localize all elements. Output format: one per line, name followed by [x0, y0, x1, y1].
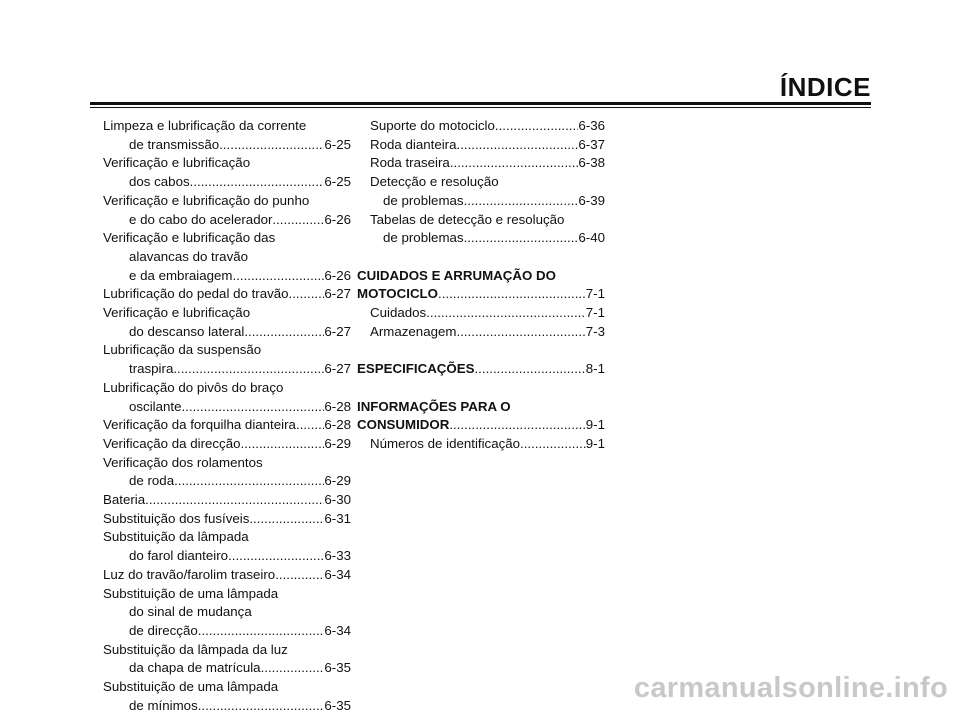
leader-dots — [232, 267, 324, 286]
leader-dots — [464, 192, 579, 211]
entry-label: da chapa de matrícula — [129, 660, 261, 676]
leader-dots — [464, 229, 579, 248]
section-heading: CUIDADOS E ARRUMAÇÃO DO — [357, 267, 556, 283]
leader-dots — [289, 285, 325, 304]
page-number: 6-28 — [324, 398, 351, 414]
entry-label: e da embraiagem — [129, 267, 233, 283]
entry-label: Substituição da lâmpada da luz — [103, 641, 288, 657]
entry-label: Roda dianteira — [370, 136, 457, 152]
leader-dots — [174, 472, 324, 491]
entry-label: oscilante — [129, 398, 182, 414]
leader-dots — [244, 323, 324, 342]
page-number: 6-34 — [324, 622, 351, 638]
header-rule — [90, 102, 871, 105]
entry-label: Luz do travão/farolim traseiro — [103, 566, 276, 582]
toc-entry[interactable] — [103, 285, 351, 304]
page-number: 6-27 — [324, 323, 351, 339]
entry-label: Substituição dos fusíveis — [103, 510, 250, 526]
toc-entry[interactable] — [103, 491, 351, 510]
page-number: 6-26 — [324, 267, 351, 283]
entry-label: de problemas — [383, 192, 464, 208]
toc-right-column — [357, 117, 605, 454]
watermark: carmanualsonline.info — [633, 672, 948, 704]
entry-label: de direcção — [129, 622, 198, 638]
toc-entry[interactable] — [357, 211, 605, 248]
leader-dots — [198, 697, 325, 716]
page-number: 6-39 — [578, 192, 605, 208]
page-number: 7-3 — [585, 323, 605, 339]
entry-label: Verificação e lubrificação das — [103, 230, 276, 246]
page-number: 6-33 — [324, 548, 351, 564]
toc-entry[interactable] — [357, 136, 605, 155]
page-number: 6-28 — [324, 417, 351, 433]
leader-dots — [272, 211, 324, 230]
toc-entry[interactable] — [103, 678, 351, 715]
page-number: 6-27 — [324, 286, 351, 302]
toc-entry[interactable] — [357, 173, 605, 210]
toc-entry[interactable] — [103, 566, 351, 585]
page-number: 7-1 — [585, 305, 605, 321]
toc-entry[interactable] — [103, 454, 351, 491]
leader-dots — [520, 435, 586, 454]
leader-dots — [190, 173, 325, 192]
toc-entry[interactable] — [357, 416, 605, 435]
toc-section-care — [357, 267, 605, 342]
toc-entry[interactable] — [103, 641, 351, 678]
page-number: 6-25 — [324, 174, 351, 190]
toc-entry[interactable] — [103, 528, 351, 565]
leader-dots — [275, 566, 324, 585]
leader-dots — [249, 510, 324, 529]
leader-dots — [145, 491, 324, 510]
toc-entry[interactable] — [103, 154, 351, 191]
toc-section-consumer — [357, 398, 605, 454]
entry-label: e do cabo do acelerador — [129, 211, 273, 227]
leader-dots — [219, 136, 324, 155]
toc-entry[interactable] — [103, 192, 351, 229]
toc-section-specs[interactable] — [357, 360, 605, 379]
entry-label: do sinal de mudança — [129, 604, 252, 620]
page-number: 6-31 — [324, 510, 351, 526]
toc-entry[interactable] — [103, 341, 351, 378]
page-number: 8-1 — [585, 361, 605, 377]
leader-dots — [228, 547, 324, 566]
entry-label: Verificação e lubrificação — [103, 305, 251, 321]
entry-label: do descanso lateral — [129, 323, 245, 339]
page-number: 6-35 — [324, 697, 351, 713]
toc-entry[interactable] — [357, 323, 605, 342]
page-number: 6-38 — [578, 155, 605, 171]
page-number: 6-29 — [324, 473, 351, 489]
entry-label: Armazenagem — [370, 323, 457, 339]
toc-entry[interactable] — [357, 435, 605, 454]
leader-dots — [173, 360, 324, 379]
leader-dots — [181, 398, 324, 417]
entry-label: Verificação da direcção — [103, 435, 241, 451]
page-number: 6-29 — [324, 435, 351, 451]
page-number: 6-26 — [324, 211, 351, 227]
entry-label: Lubrificação da suspensão — [103, 342, 262, 358]
toc-entry[interactable] — [103, 117, 351, 154]
toc-entry[interactable] — [357, 285, 605, 304]
toc-entry[interactable] — [103, 435, 351, 454]
leader-dots — [438, 285, 586, 304]
toc-entry[interactable] — [103, 379, 351, 416]
entry-label: Substituição de uma lâmpada — [103, 679, 279, 695]
page-number: 6-36 — [578, 118, 605, 133]
page-number: 6-37 — [578, 136, 605, 152]
entry-label: do farol dianteiro — [129, 548, 229, 564]
entry-label: Verificação dos rolamentos — [103, 454, 263, 470]
leader-dots — [474, 360, 585, 379]
page-number: 6-35 — [324, 660, 351, 676]
page-number: 9-1 — [585, 417, 605, 433]
entry-label: Tabelas de detecção e resolução — [370, 211, 565, 227]
entry-label: de mínimos — [129, 697, 198, 713]
leader-dots — [450, 154, 579, 173]
entry-label: dos cabos — [129, 174, 190, 190]
entry-label: Lubrificação do pivôs do braço — [103, 379, 284, 395]
page-number: 6-40 — [578, 230, 605, 246]
entry-label: de transmissão — [129, 136, 220, 152]
leader-dots — [296, 416, 324, 435]
section-heading: INFORMAÇÕES PARA O — [357, 398, 511, 414]
leader-dots — [426, 304, 586, 323]
toc-entry[interactable] — [103, 229, 351, 285]
leader-dots — [240, 435, 324, 454]
entry-label: Lubrificação do pedal do travão — [103, 286, 289, 302]
leader-dots — [495, 117, 578, 136]
toc-left-column — [103, 117, 351, 716]
entry-label: Limpeza e lubrificação da corrente — [103, 118, 307, 133]
page-number: 9-1 — [585, 435, 605, 451]
toc-entry[interactable] — [103, 510, 351, 529]
entry-label: traspira — [129, 361, 174, 377]
entry-label: de roda — [129, 473, 175, 489]
page-number: 6-34 — [324, 566, 351, 582]
entry-label: Suporte do motociclo — [370, 118, 495, 133]
toc-entry[interactable] — [357, 117, 605, 136]
leader-dots — [456, 323, 585, 342]
leader-dots — [449, 416, 585, 435]
section-heading: CONSUMIDOR — [357, 417, 450, 433]
page-number: 7-1 — [585, 286, 605, 302]
entry-label: Substituição de uma lâmpada — [103, 585, 279, 601]
section-heading: ESPECIFICAÇÕES — [357, 361, 475, 377]
leader-dots — [261, 659, 325, 678]
page-number: 6-27 — [324, 361, 351, 377]
entry-label: Detecção e resolução — [370, 174, 499, 190]
header-rule-thin — [90, 107, 871, 108]
toc-entry[interactable] — [103, 585, 351, 641]
toc-entry[interactable] — [357, 304, 605, 323]
entry-label: Roda traseira — [370, 155, 450, 171]
entry-label: alavancas do travão — [129, 248, 249, 264]
entry-label: Cuidados — [370, 305, 427, 321]
entry-label: Substituição da lâmpada — [103, 529, 249, 545]
section-heading: MOTOCICLO — [357, 286, 439, 302]
toc-entry[interactable] — [103, 416, 351, 435]
entry-label: Verificação e lubrificação do punho — [103, 192, 310, 208]
page-number: 6-25 — [324, 136, 351, 152]
toc-entry[interactable] — [103, 304, 351, 341]
entry-label: Verificação e lubrificação — [103, 155, 251, 171]
leader-dots — [198, 622, 325, 641]
leader-dots — [457, 136, 579, 155]
page-number: 6-30 — [324, 492, 351, 508]
entry-label: Verificação da forquilha dianteira — [103, 417, 296, 433]
entry-label: Bateria — [103, 492, 146, 508]
page-title: ÍNDICE — [779, 72, 871, 102]
entry-label: Números de identificação — [370, 435, 521, 451]
toc-entry[interactable] — [357, 154, 605, 173]
entry-label: de problemas — [383, 230, 464, 246]
